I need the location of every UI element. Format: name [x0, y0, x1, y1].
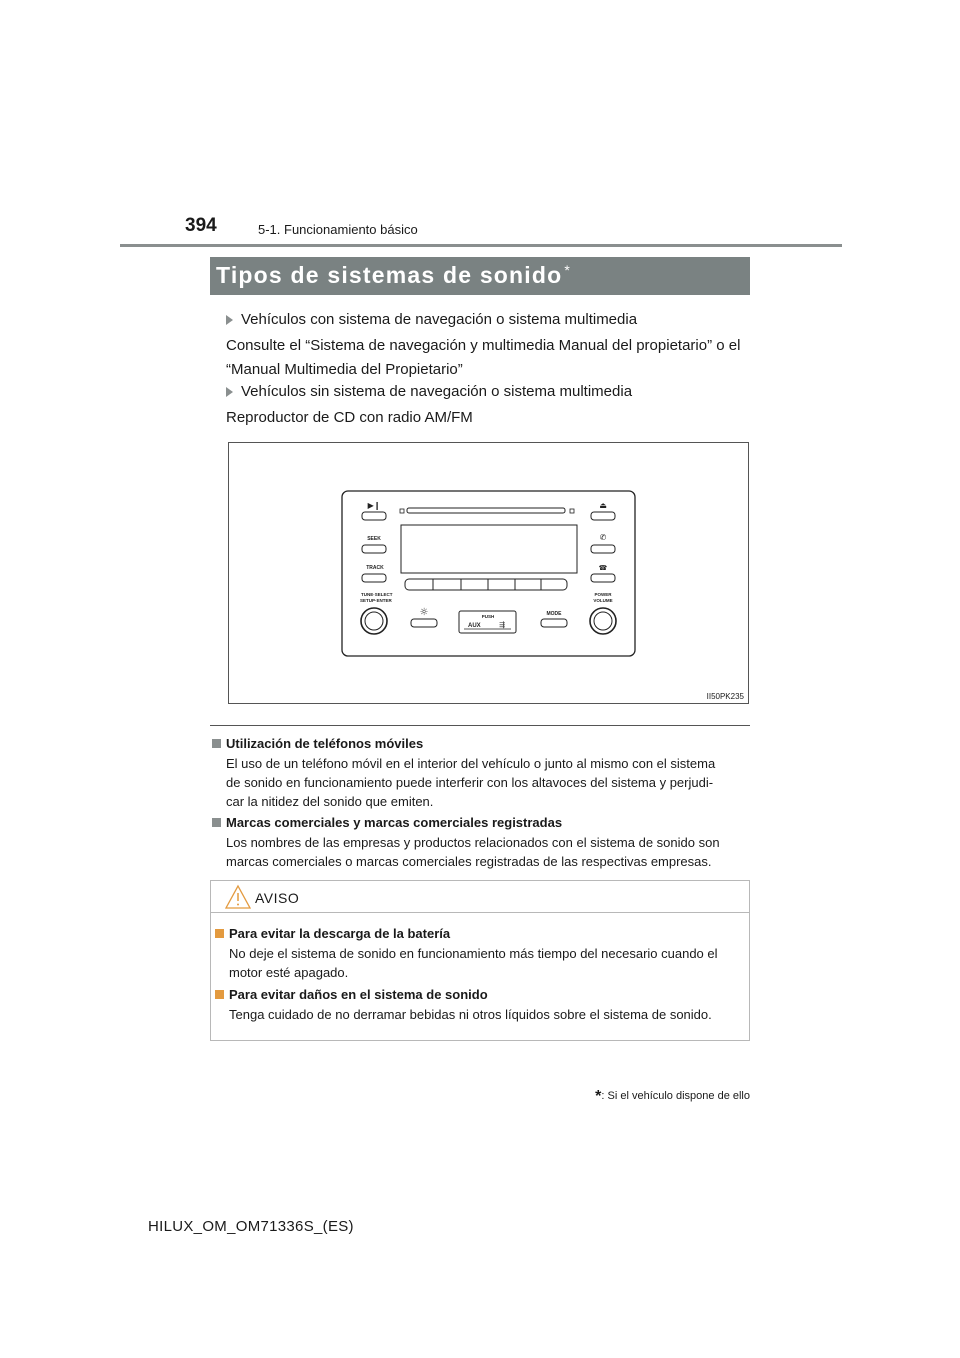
asterisk-icon: *: [564, 262, 572, 278]
warning-item-text: Tenga cuidado de no derramar bebidas ni otros líquidos sobre el sistema de sonido.: [229, 1007, 712, 1022]
bullet-text: Vehículos sin sistema de navegación o sistema multimedia: [241, 383, 633, 400]
footnote-text: : Si el vehículo dispone de ello: [601, 1090, 750, 1102]
section-title-bar: [210, 257, 750, 295]
svg-text:⇶: ⇶: [499, 621, 505, 629]
warning-divider: [211, 912, 749, 913]
figure-frame: [228, 442, 749, 704]
seek-label: SEEK: [367, 536, 381, 542]
square-bullet-icon: [212, 818, 221, 827]
note-title: Utilización de teléfonos móviles: [212, 736, 746, 751]
paragraph-line: Consulte el “Sistema de navegación y multimedia Manual del propietario” o el: [226, 337, 741, 354]
warning-triangle-icon: [224, 884, 252, 910]
svg-text:⏏: ⏏: [599, 501, 607, 510]
cd-radio-illustration: [229, 443, 748, 703]
section-title: [216, 262, 571, 289]
bullet-item: [226, 383, 632, 400]
note-item: [212, 815, 746, 871]
warning-item-text: No deje el sistema de sonido en funcionamiento más tiempo del necesario cuando el motor esté apagado.: [229, 946, 718, 980]
tune-select-label-1: TUNE·SELECT: [361, 592, 393, 597]
note-text: El uso de un teléfono móvil en el interior del vehículo o junto al mismo con el sistema de sonido en funcionamiento puede interferir con los altavoces del sistema y perjudi- car la nitidez del sonido que emiten.: [226, 756, 716, 809]
square-bullet-icon: [215, 990, 224, 999]
page-number: 394: [185, 215, 217, 236]
square-bullet-icon: [212, 739, 221, 748]
tune-select-label-2: SETUP·ENTER: [360, 598, 392, 603]
asterisk-icon: *: [595, 1088, 602, 1105]
footnote: [595, 1088, 750, 1106]
paragraph: Reproductor de CD con radio AM/FM: [226, 409, 473, 426]
figure-code: II50PK235: [706, 692, 744, 701]
note-text: Los nombres de las empresas y productos relacionados con el sistema de sonido son marcas comerciales o marcas comerciales registradas de las respectivas empresas.: [226, 835, 720, 869]
svg-text:✆: ✆: [599, 533, 607, 542]
warning-box: [210, 880, 750, 1041]
paragraph-line: “Manual Multimedia del Propietario”: [226, 361, 463, 378]
push-label: PUSH: [481, 614, 495, 619]
warning-item-title: Para evitar la descarga de la batería: [215, 926, 744, 941]
mode-label: MODE: [546, 611, 562, 617]
track-label: TRACK: [366, 565, 384, 571]
note-title: Marcas comerciales y marcas comerciales registradas: [212, 815, 746, 830]
power-label-1: POWER: [594, 592, 612, 597]
warning-label: AVISO: [255, 890, 300, 906]
aux-label: AUX: [468, 623, 481, 629]
svg-text:☎: ☎: [598, 564, 608, 572]
svg-text:☼: ☼: [419, 607, 429, 618]
section-label: 5-1. Funcionamiento básico: [258, 222, 418, 237]
svg-text:▶❙: ▶❙: [367, 501, 381, 510]
power-label-2: VOLUME: [593, 598, 613, 603]
section-title-text: Tipos de sistemas de sonido: [216, 262, 563, 288]
document-id: HILUX_OM_OM71336S_(ES): [148, 1218, 354, 1235]
notes-divider: [210, 725, 750, 726]
square-bullet-icon: [215, 929, 224, 938]
header-divider: [120, 244, 842, 247]
paragraph: [226, 334, 740, 382]
warning-item-title: Para evitar daños en el sistema de sonido: [215, 987, 744, 1002]
bullet-text: Vehículos con sistema de navegación o sistema multimedia: [241, 311, 638, 328]
warning-item: [215, 926, 744, 982]
triangle-bullet-icon: [226, 387, 233, 397]
warning-item: [215, 987, 744, 1024]
triangle-bullet-icon: [226, 315, 233, 325]
bullet-item: [226, 311, 637, 328]
note-item: [212, 736, 746, 811]
